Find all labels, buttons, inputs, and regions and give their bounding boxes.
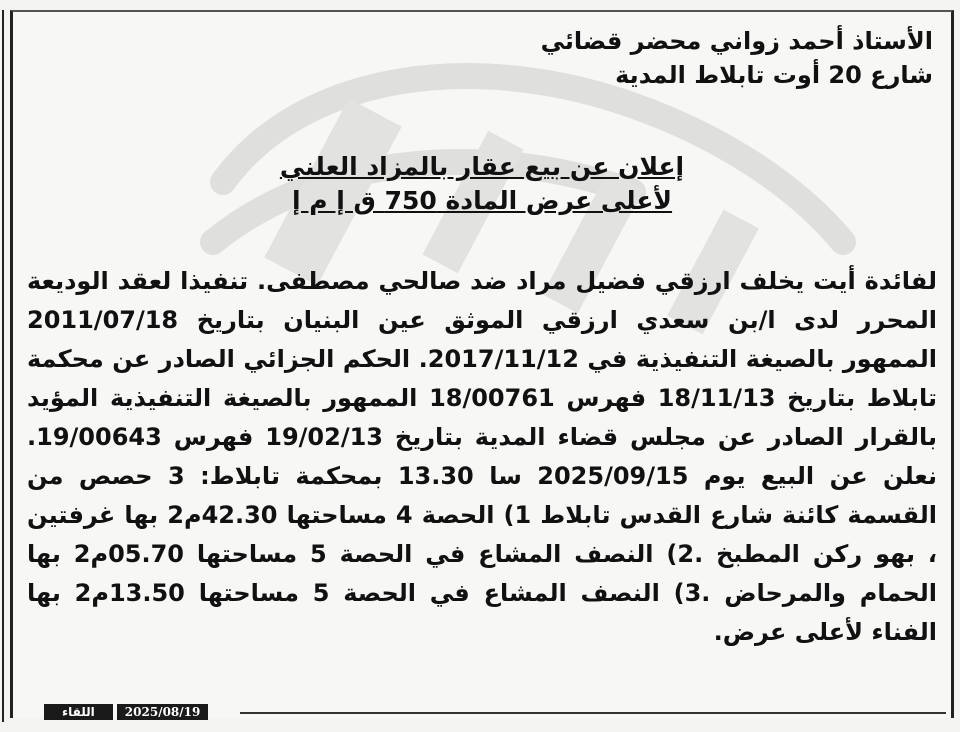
title-line-1: إعلان عن بيع عقار بالمزاد العلني [279,152,685,181]
announcement-frame [10,10,954,718]
bailiff-name: الأستاذ أحمد زواني محضر قضائي [540,27,933,55]
newspaper-name: اللقاء [44,704,113,720]
bailiff-address: شارع 20 أوت تابلاط المدية [615,61,933,89]
footer [44,704,208,720]
bottom-rule [240,712,946,714]
column-rule [2,10,4,722]
announcement-title [27,150,937,218]
announcement-content [27,24,937,652]
announcement-body: لفائدة أيت يخلف ارزقي فضيل مراد ضد صالحي مصطفى. تنفيذا لعقد الوديعة المحرر لدى ا/بن سعدي ارزقي الموثق عين البنيان بتاريخ 2011/07/18 الممهور بالصيغة التنفيذية في 2017/11/12. الحكم الجزائي الصادر عن محكمة تابلاط بتاريخ 18/11/13 فهرس 18/00761 الممهور بالصيغة التنفيذية المؤيد بالقرار الصادر عن مجلس قضاء المدية بتاريخ 19/02/13 فهرس 19/00643. نعلن عن البيع يوم 2025/09/15 سا 13.30 بمحكمة تابلاط: 3 حصص من القسمة كائنة شارع القدس تابلاط 1) الحصة 4 مساحتها 42.30م2 بها غرفتين ، بهو ركن المطبخ .2) النصف المشاع في الحصة 5 مساحتها 05.70م2 بها الحمام والمرحاض .3) النصف المشاع في الحصة 5 مساحتها 13.50م2 بها الفناء لأعلى عرض. [27,267,938,646]
title-line-2: لأعلى عرض المادة 750 ق إ م إ [291,186,673,215]
publication-date: 2025/08/19 [117,704,209,720]
